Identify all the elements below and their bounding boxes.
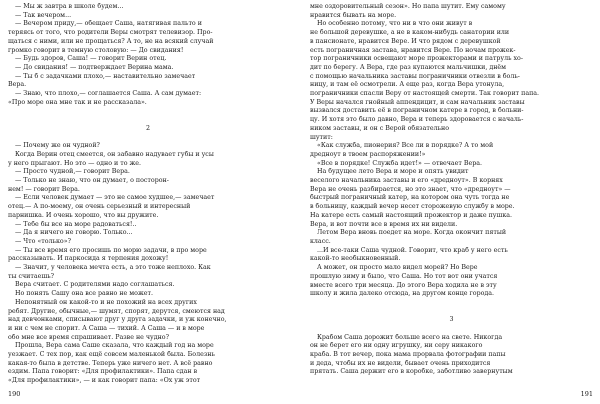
text-line: нем! — говорит Вера. bbox=[8, 185, 80, 193]
text-line: громко говорит в темную столовую: — До свидания! bbox=[8, 46, 184, 54]
text-line: «Для профилактики», — и как говорит папа: «Ох уж этот bbox=[8, 377, 201, 385]
text-line: — Будь здоров, Саша! — говорит Верин отец. bbox=[15, 55, 167, 63]
left-page bbox=[8, 0, 288, 404]
text-line: прятать. Саша держит его в коробке, заботливо завернутым bbox=[310, 368, 513, 376]
text-line: Крабом Саша дорожит больше всего на свете. Никогда bbox=[317, 333, 503, 341]
text-line: у него прыгают. Но это — одно и то же. bbox=[8, 159, 142, 167]
text-line: ребят. Другие, обычные,— шумят, спорят, дерутся, смеются над bbox=[8, 307, 225, 315]
text-line: Когда Верин отец смеется, он забавно надувает губы и усы bbox=[15, 150, 214, 158]
text-line: — Ты все время его просишь по морю задачи, в про море bbox=[15, 246, 207, 254]
text-line: На будущее лето Вера и море и опять увидит bbox=[317, 168, 469, 176]
text-line: — Почему же он чудной? bbox=[15, 142, 100, 150]
left-page-text bbox=[8, 3, 288, 386]
text-line: — Если человек думает — это не самое худшее,— замечает bbox=[15, 194, 215, 202]
text-line: пограничники спасли Веру от настоящей смерти. Так говорит папа. bbox=[310, 90, 540, 98]
text-line bbox=[310, 299, 593, 308]
text-line: щаться с ними, или не прощаться? А то, не на всякий случай bbox=[8, 37, 214, 45]
text-line: — Вечером приду,— обещает Саша, натягивая пальто и bbox=[15, 20, 202, 28]
text-line bbox=[310, 308, 593, 317]
text-line: прошлую зиму и было, что Саша. Но тот вот они учатся bbox=[310, 272, 498, 280]
text-line: ездим. Папа говорит: «Для профилактики». Папа сдан в bbox=[8, 368, 198, 376]
text-line: дредноут в твоем распоряжении!» bbox=[310, 150, 426, 158]
text-line: Прошла, Вера сама Саше сказала, что каждый год на море bbox=[15, 342, 214, 350]
text-line: в больницу, каждый вечер несет сторожевую службу в море. bbox=[310, 203, 515, 211]
text-line: и деда, чтобы их не видели, бывает очень приходится bbox=[310, 359, 491, 367]
right-page bbox=[310, 0, 593, 404]
text-line bbox=[8, 107, 288, 116]
text-line: мне оздоровительный сезон». Но папа шутит. Ему самому bbox=[310, 3, 506, 10]
text-line: какая-то была в детстве. Теперь уже ничего нет. А всё равно bbox=[8, 359, 213, 367]
text-line: быстрый пограничный катер, на котором она чуть тогда не bbox=[310, 194, 510, 202]
text-line: над девчонками, списывают друг у друга задачки, и уж конечно, bbox=[8, 316, 227, 324]
text-line: — Только не знаю, что он думает, о посторон- bbox=[15, 177, 169, 185]
text-line: краба. В тот вечер, пока мама прорвала фотографии папы bbox=[310, 351, 506, 359]
text-line: Непонятный он какой-то и не похожий на всех других bbox=[15, 298, 197, 306]
text-line: ницу, и там её осмотрели. А еще раз, когда Вера утонула, bbox=[310, 81, 505, 89]
text-line: в пансионате, нравится Вере. И что рядом с деревушкой bbox=[310, 37, 501, 45]
text-line: Но понять Сашу она все равно не может. bbox=[15, 290, 153, 298]
text-line: — Просто чудной,— говорит Вера. bbox=[15, 168, 130, 176]
text-line bbox=[310, 325, 593, 334]
text-line: есть пограничная застава, нравится Вере. По ночам прожек- bbox=[310, 46, 516, 54]
text-line: какой-то необыкновенный. bbox=[310, 255, 401, 263]
text-line: — Ты б с задачками плохо,— наставительно замечает bbox=[15, 72, 196, 80]
text-line: цу. И хотя это было давно, Вера и теперь здоровается с началь- bbox=[310, 116, 524, 124]
left-page-number: 190 bbox=[8, 390, 21, 398]
text-line: парнишка. И очень хорошо, что вы дружите. bbox=[8, 211, 159, 219]
chapter-number: 2 bbox=[145, 124, 150, 132]
text-line: «Как служба, пионерия? Все ли в порядке? А то мой bbox=[317, 142, 494, 150]
text-line: — Знаю, что плохо,— соглашается Саша. А сам думает: bbox=[15, 90, 202, 98]
text-line: «Про море она мне так и не рассказала». bbox=[8, 98, 147, 106]
text-line: — Мы ж завтра в школе будем... bbox=[15, 3, 124, 10]
text-line: — Да я ничего не говорю. Только... bbox=[15, 229, 133, 237]
text-line: Но особенно потому, что ни в что они живут в bbox=[317, 20, 473, 28]
text-line: Вера, и вот почти все в время их ни видели. bbox=[310, 220, 458, 228]
text-line bbox=[8, 116, 288, 125]
text-line: Летом Вера вновь поедет на море. Когда окончит пятый bbox=[317, 229, 507, 237]
text-line: шутит: bbox=[310, 133, 333, 141]
right-page-text bbox=[310, 3, 593, 377]
text-line: Вера. bbox=[8, 81, 27, 89]
text-line bbox=[8, 134, 288, 143]
text-line: «Все в порядке! Служба идет!» — отвечает Вера. bbox=[317, 159, 482, 167]
text-line: — Значит, у человека мечта есть, а это тоже неплохо. Как bbox=[15, 264, 211, 272]
text-line: рассказывать. И паркосида я терпения дохожу! bbox=[8, 255, 169, 263]
text-line: Вера не очень разбирается, но это знает, что «дредноут» — bbox=[310, 185, 511, 193]
text-line: — Что «только»? bbox=[15, 237, 71, 245]
text-line: класс. bbox=[310, 237, 331, 245]
text-line: отец.— А по-моему, он очень серьезный и интересный bbox=[8, 203, 191, 211]
right-page-number: 191 bbox=[580, 390, 593, 398]
text-line: нравится бывать на море. bbox=[310, 11, 397, 19]
chapter-number: 3 bbox=[449, 316, 454, 324]
text-line: — Так вечером... bbox=[15, 11, 72, 19]
text-line: Вера считает. С родителями надо соглашаться. bbox=[15, 281, 175, 289]
text-line: тор пограничники освещают море прожекторами и патруль хо- bbox=[310, 55, 523, 63]
text-line: дит по берегу. А Вера, где раз купаются мальчишки, днём bbox=[310, 63, 507, 71]
text-line: ...И все-таки Саша чудной. Говорит, что краб у него есть bbox=[317, 246, 508, 254]
text-line: школу и жила далеко отсюда, на другом конце города. bbox=[310, 290, 495, 298]
text-line: с помощью начальника заставы пограничники отвезли в боль- bbox=[310, 72, 520, 80]
text-line: веселого начальника заставы и его «дредноут». В корнях bbox=[310, 177, 503, 185]
text-line: ником заставы, и он с Верой обязательно bbox=[310, 124, 449, 132]
text-line: вместе всего три месяца. До этого Вера ходила не в эту bbox=[310, 281, 497, 289]
text-line: он не берет его ни одну игрушку, ни серу никакого bbox=[310, 342, 483, 350]
text-line: У Веры начался гнойный аппендицит, и сам начальник заставы bbox=[310, 98, 525, 106]
text-line: не большой деревушке, а не в каком-нибудь санатории или bbox=[310, 29, 510, 37]
text-line: уезжает. С тех пор, как ещё совсем маленькой была. Болезнь bbox=[8, 351, 215, 359]
text-line: ты считаешь? bbox=[8, 272, 55, 280]
text-line: обо мне все время спрашивает. Разве не чудно? bbox=[8, 333, 169, 341]
text-line: и ни с чем не спорит. А Саша — тихий. А Саша — и в море bbox=[8, 324, 205, 332]
text-line: теряясь от того, что родители Веры смотрят телевизор. Про- bbox=[8, 29, 213, 37]
text-line: На катере есть самый настоящий прожектор и даже пушка. bbox=[310, 211, 513, 219]
text-line: — Тебе бы все на море радоваться!.. bbox=[15, 220, 137, 228]
text-line: А может, он просто мало видел морей? Но Вере bbox=[317, 264, 478, 272]
text-line: вызвался доставить её в пограничном катере в город, в больни- bbox=[310, 107, 524, 115]
text-line: — До свидания! — подтверждает Верина мама. bbox=[15, 63, 174, 71]
